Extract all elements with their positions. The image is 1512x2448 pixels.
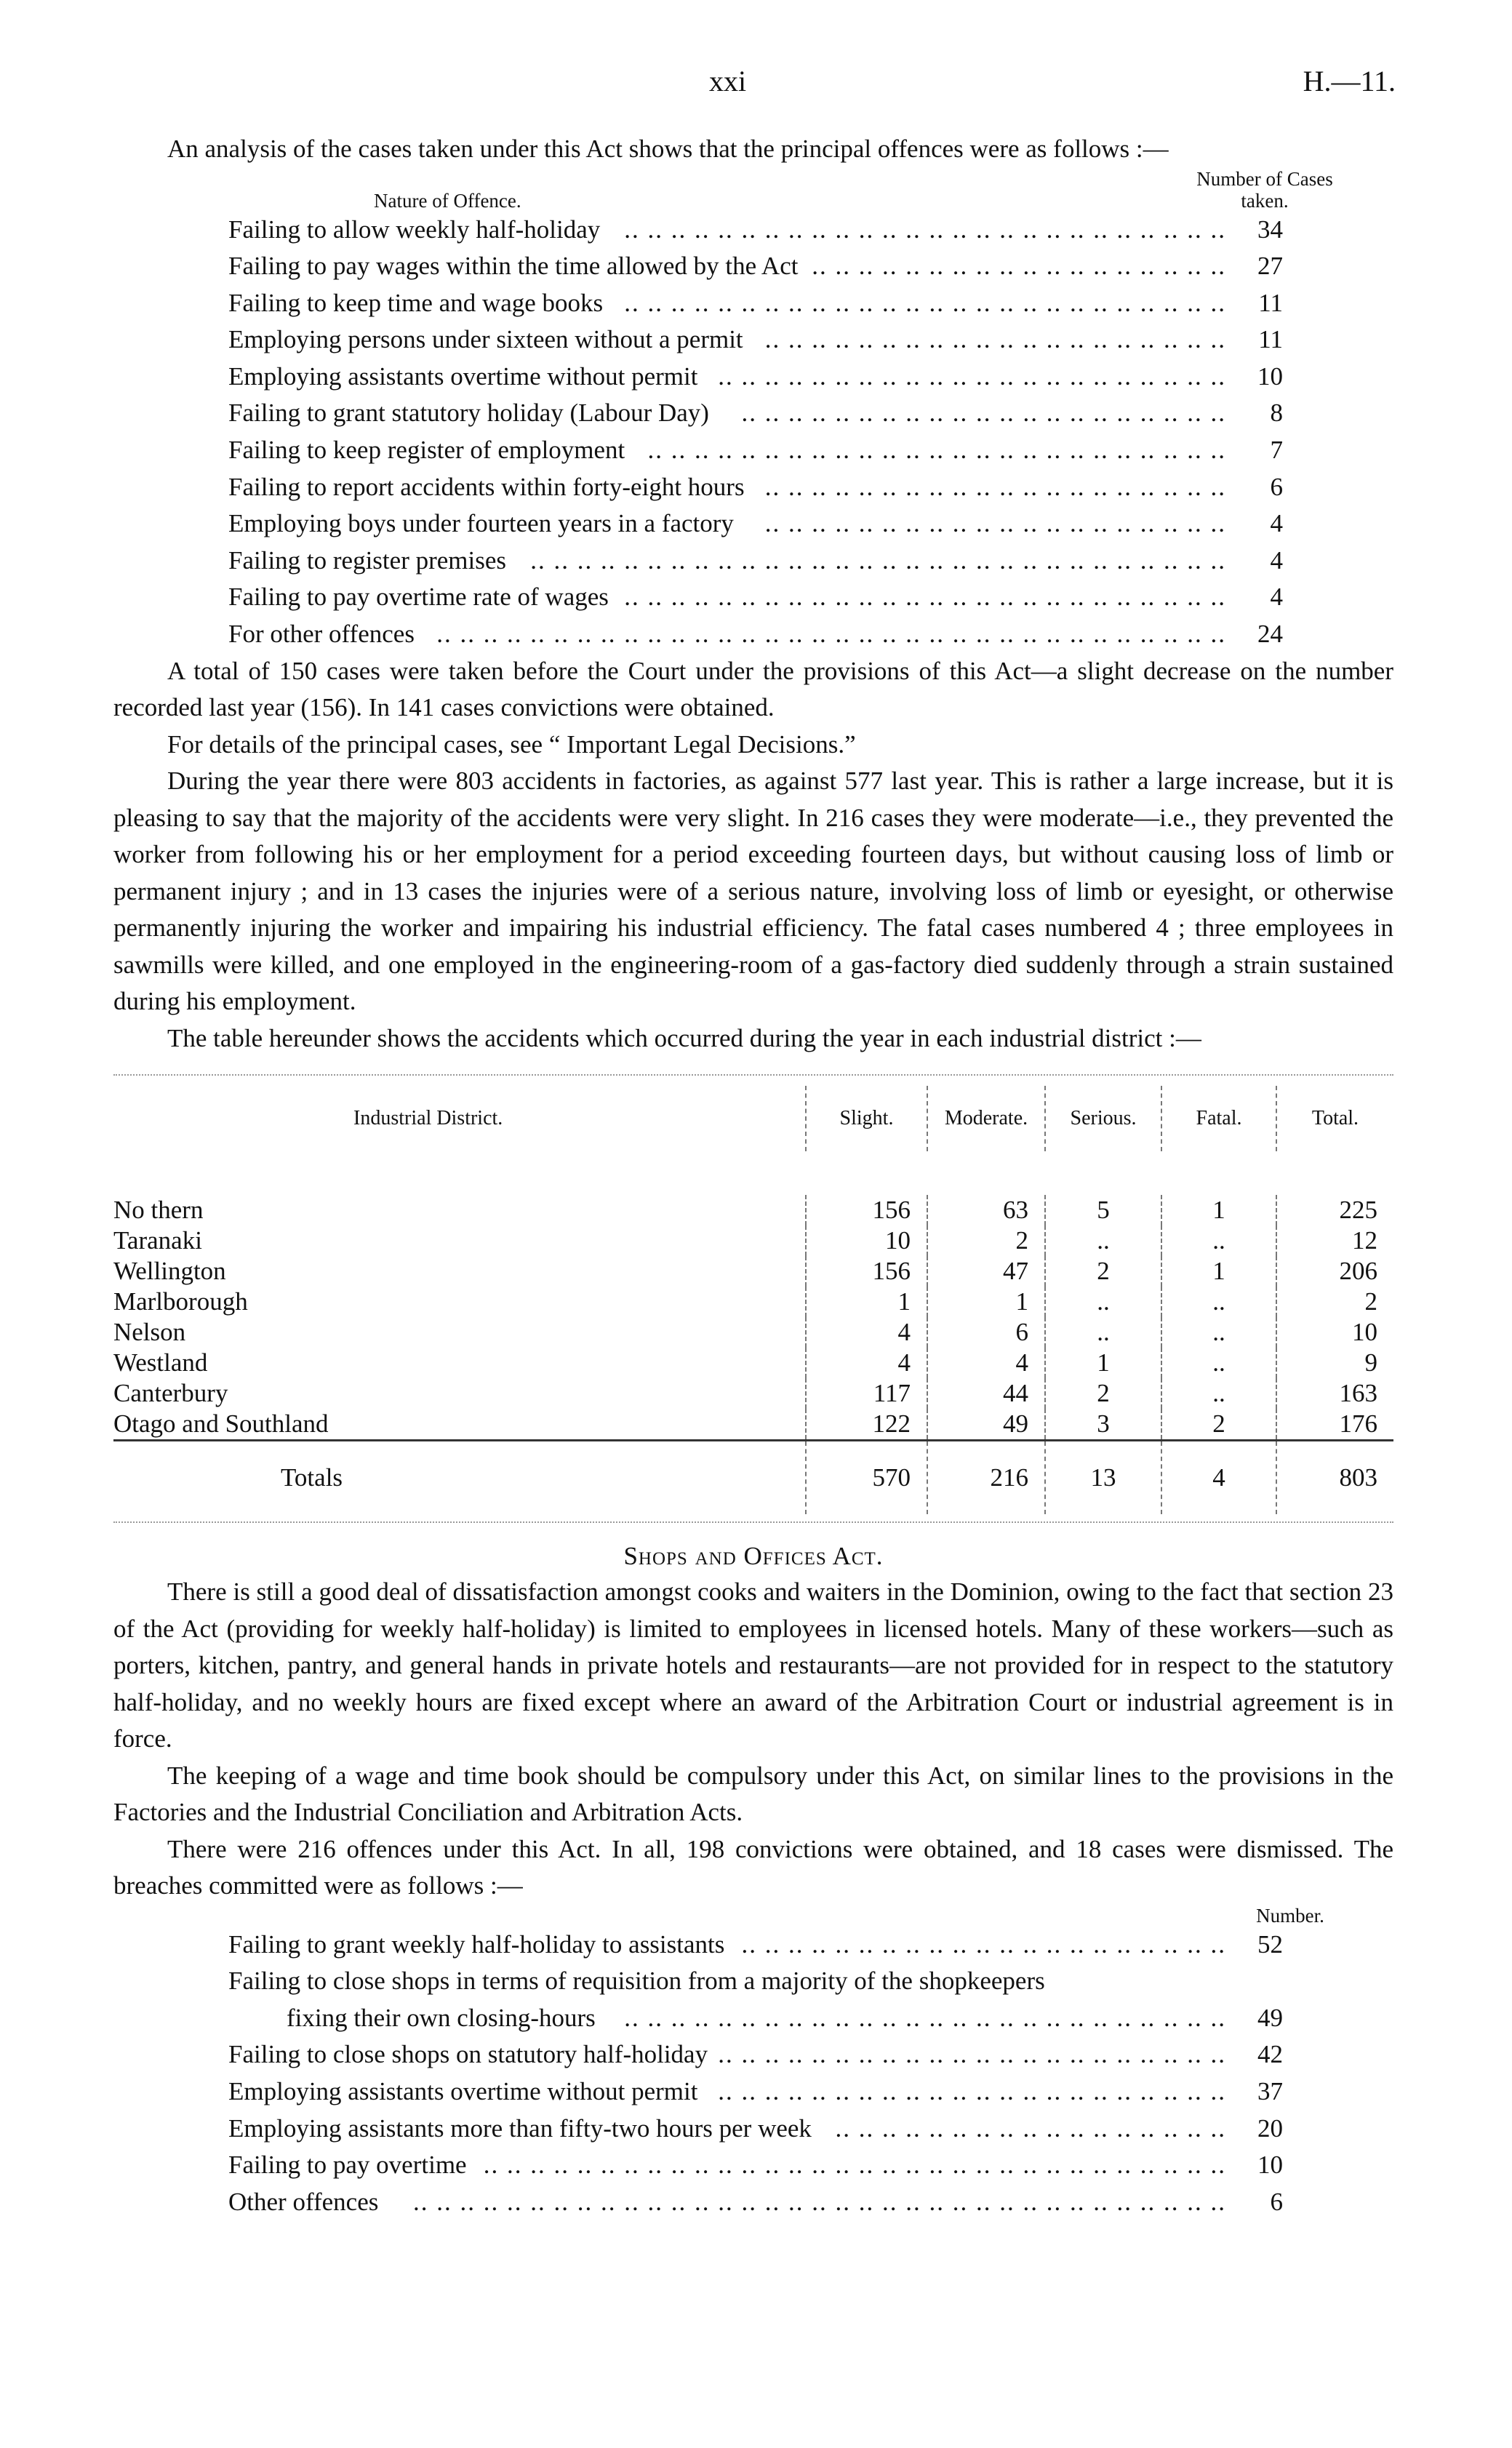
item-count: 4 (1270, 545, 1283, 575)
fatal-cell: 1 (1161, 1256, 1276, 1287)
fatal-cell: 1 (1161, 1195, 1276, 1225)
item-count: 20 (1257, 2113, 1283, 2143)
dot-leader: .. .. .. .. .. .. .. .. .. .. .. .. .. .. .. .. .. .. .. .. .. (741, 399, 1226, 428)
fatal-cell: 4 (1161, 1441, 1276, 1515)
item-label: For other offences (228, 620, 415, 649)
moderate-cell: 6 (927, 1317, 1045, 1348)
item-count: 6 (1270, 2187, 1283, 2216)
list-header (228, 168, 1334, 212)
table-bottom-rule (113, 1521, 1393, 1523)
paragraph: The keeping of a wage and time book should be compulsory under this Act, on similar lines to the provisions in the Factories and the Industrial Conciliation and Arbitration Acts. (113, 1761, 1393, 1827)
totals-row (113, 1441, 1393, 1515)
slight-cell: 122 (806, 1409, 927, 1441)
serious-cell: 5 (1045, 1195, 1161, 1225)
dot-leader: .. .. .. .. .. .. .. .. .. .. .. .. .. .. .. .. .. .. .. .. .. .. (718, 2077, 1226, 2105)
list-item (228, 543, 1283, 580)
moderate-cell: 1 (927, 1287, 1045, 1317)
slight-cell: 570 (806, 1441, 927, 1515)
item-label: Failing to report accidents within forty-eight hours (228, 472, 745, 501)
dot-leader: .. .. .. .. .. .. .. .. .. .. .. .. .. .. .. .. .. .. .. .. .. .. .. .. .. .. .. .. .. .. (530, 545, 1226, 575)
district-name: Taranaki (113, 1226, 202, 1255)
item-label: Failing to allow weekly half-holiday (228, 215, 601, 244)
district-name: Otago and Southland (113, 1409, 329, 1439)
slight-cell: 10 (806, 1225, 927, 1256)
list-item (228, 321, 1283, 359)
dot-leader: .. .. .. .. .. .. .. .. .. .. .. .. .. .. .. .. .. .. .. .. .. .. .. .. .. .. (624, 288, 1226, 317)
list-item (228, 469, 1283, 506)
table-row (113, 1378, 1393, 1409)
item-count: 49 (1257, 2003, 1283, 2032)
table-row (113, 1256, 1393, 1287)
district-cell (113, 1441, 806, 1515)
item-count: 34 (1257, 215, 1283, 244)
item-label: Failing to keep time and wage books (228, 288, 604, 317)
item-count: 27 (1257, 252, 1283, 281)
fatal-cell: 2 (1161, 1409, 1276, 1441)
col-nature-header: Nature of Offence. (374, 189, 521, 212)
moderate-cell: 4 (927, 1348, 1045, 1378)
item-count: 6 (1270, 472, 1283, 501)
serious-cell: .. (1045, 1225, 1161, 1256)
slight-cell: 4 (806, 1348, 927, 1378)
district-name: Marlborough (113, 1287, 248, 1316)
list-item (228, 2000, 1283, 2037)
paragraph: For details of the principal cases, see “ Important Legal Decisions.” (167, 729, 856, 759)
list-item (228, 1927, 1283, 1964)
dot-leader: .. .. .. .. .. .. .. .. .. .. .. .. .. .. .. .. .. .. .. .. (764, 509, 1226, 538)
list-item (228, 432, 1283, 469)
item-count: 4 (1270, 583, 1283, 612)
list-item (228, 2147, 1283, 2184)
list-item (228, 2184, 1283, 2221)
serious-cell: 13 (1045, 1441, 1161, 1515)
slight-cell: 156 (806, 1195, 927, 1225)
total-cell: 9 (1276, 1348, 1393, 1378)
dot-leader: .. .. .. .. .. .. .. .. .. .. .. .. .. .. .. .. .. .. .. .. .. .. .. .. .. (647, 436, 1226, 465)
item-count: 11 (1258, 288, 1283, 317)
header-district: Industrial District. (353, 1107, 503, 1130)
district-cell (113, 1317, 806, 1348)
item-count: 8 (1270, 399, 1283, 428)
fatal-cell: .. (1161, 1287, 1276, 1317)
slight-cell: 156 (806, 1256, 927, 1287)
header-fatal: Fatal. (1161, 1086, 1276, 1151)
district-cell (113, 1256, 806, 1287)
list-item (228, 212, 1283, 249)
item-label: fixing their own closing-hours (287, 2003, 596, 2032)
paragraph: There were 216 offences under this Act. In all, 198 convictions were obtained, and 18 cases were dismissed. The breaches committed were as follows :— (113, 1834, 1393, 1900)
item-label: Failing to pay overtime (228, 2151, 467, 2180)
list-item (228, 616, 1283, 653)
district-cell (113, 1409, 806, 1441)
moderate-cell: 63 (927, 1195, 1045, 1225)
item-label: Failing to pay wages within the time allowed by the Act (228, 252, 799, 281)
paragraph: There is still a good deal of dissatisfaction amongst cooks and waiters in the Dominion, owing to the fact that section 23 of the Act (providing for weekly half-holiday) is limited to employees in licensed hotels. Many of these workers—such as porters, kitchen, pantry, and general hands in private hotels and restaurants—are not provided for in respect to the statutory half-holiday, and no weekly hours are fixed except where an award of the Arbitration Court or industrial agreement is in force. (113, 1577, 1393, 1753)
total-cell: 10 (1276, 1317, 1393, 1348)
item-count: 4 (1270, 509, 1283, 538)
serious-cell: .. (1045, 1317, 1161, 1348)
item-label: Failing to grant statutory holiday (Labour Day) (228, 399, 709, 428)
totals-label: Totals (281, 1463, 343, 1492)
district-cell (113, 1195, 806, 1225)
table-row (113, 1348, 1393, 1378)
list-item (228, 2073, 1283, 2111)
dot-leader: .. .. .. .. .. .. .. .. .. .. .. .. .. .. .. .. .. .. .. .. .. .. .. .. .. .. .. .. .. .. .. .. (483, 2151, 1226, 2180)
moderate-cell: 216 (927, 1441, 1045, 1515)
dot-leader: .. .. .. .. .. .. .. .. .. .. .. .. .. .. .. .. .. .. .. .. .. .. .. .. .. .. .. .. .. .. .. .. .. .. .. (413, 2187, 1226, 2216)
table-row (113, 1409, 1393, 1441)
dot-leader: .. .. .. .. .. .. .. .. .. .. .. .. .. .. .. .. .. .. .. .. .. .. .. .. .. .. (624, 583, 1226, 612)
serious-cell: .. (1045, 1287, 1161, 1317)
moderate-cell: 47 (927, 1256, 1045, 1287)
item-label: Failing to close shops in terms of requisition from a majority of the shopkeepers (228, 1967, 1045, 1996)
header-serious: Serious. (1045, 1086, 1161, 1151)
list-item (228, 579, 1283, 616)
table-row (113, 1225, 1393, 1256)
table-row (113, 1287, 1393, 1317)
serious-cell: 2 (1045, 1378, 1161, 1409)
district-cell (113, 1225, 806, 1256)
dot-leader: .. .. .. .. .. .. .. .. .. .. .. .. .. .. .. .. .. .. .. .. .. (741, 1929, 1226, 1959)
list-item (228, 395, 1283, 432)
total-cell: 2 (1276, 1287, 1393, 1317)
dot-leader: .. .. .. .. .. .. .. .. .. .. .. .. .. .. .. .. .. .. .. .. .. .. (718, 2040, 1226, 2069)
item-label: Employing boys under fourteen years in a factory (228, 509, 734, 538)
page-number: xxi (709, 65, 747, 97)
item-count: 37 (1257, 2077, 1283, 2105)
paragraph: A total of 150 cases were taken before the Court under the provisions of this Act—a slight decrease on the number recorded last year (156). In 141 cases convictions were obtained. (113, 656, 1393, 722)
item-count: 10 (1257, 2151, 1283, 2180)
item-label: Other offences (228, 2187, 379, 2216)
dot-leader: .. .. .. .. .. .. .. .. .. .. .. .. .. .. .. .. .. .. .. .. (764, 325, 1226, 354)
dot-leader: .. .. .. .. .. .. .. .. .. .. .. .. .. .. .. .. .. .. .. .. .. .. (718, 361, 1226, 391)
list-item (228, 248, 1283, 285)
page-body (113, 131, 1393, 2220)
item-label: Employing persons under sixteen without a permit (228, 325, 743, 354)
district-cell (113, 1287, 806, 1317)
accidents-table (113, 1086, 1393, 1514)
serious-cell: 1 (1045, 1348, 1161, 1378)
col-number-header: Number. (1256, 1904, 1324, 1927)
item-count: 11 (1258, 325, 1283, 354)
district-name: No thern (113, 1196, 204, 1225)
district-cell (113, 1348, 806, 1378)
total-cell: 803 (1276, 1441, 1393, 1515)
list-item (228, 2036, 1283, 2073)
item-label: Failing to grant weekly half-holiday to assistants (228, 1929, 725, 1959)
dot-leader: .. .. .. .. .. .. .. .. .. .. .. .. .. .. .. .. .. .. (812, 252, 1226, 281)
header-total: Total. (1276, 1086, 1393, 1151)
slight-cell: 1 (806, 1287, 927, 1317)
offences-list (228, 212, 1283, 653)
dot-leader: .. .. .. .. .. .. .. .. .. .. .. .. .. .. .. .. .. .. .. .. (764, 472, 1226, 501)
paragraph: During the year there were 803 accidents in factories, as against 577 last year. This is rather a large increase, but it is pleasing to say that the majority of the accidents were very slight. In 216 cases they were moderate—i.e., they prevented the worker from following his or her employment for a period exceeding fourteen days, but without causing loss of limb or permanent injury ; and in 13 cases the injuries were of a serious nature, involving loss of limb or eyesight, or otherwise permanently injuring the worker and impairing his industrial efficiency. The fatal cases numbered 4 ; three employees in sawmills were killed, and one employed in the engineering-room of a gas-factory died suddenly through a strain sustained during his employment. (113, 767, 1393, 1016)
paragraph: The table hereunder shows the accidents which occurred during the year in each industrial district :— (167, 1023, 1201, 1052)
dot-leader: .. .. .. .. .. .. .. .. .. .. .. .. .. .. .. .. .. (835, 2113, 1226, 2143)
item-label: Failing to register premises (228, 545, 507, 575)
fatal-cell: .. (1161, 1225, 1276, 1256)
intro-paragraph: An analysis of the cases taken under this Act shows that the principal offences were as follows :— (167, 135, 1169, 163)
item-label: Employing assistants overtime without permit (228, 361, 698, 391)
item-count: 7 (1270, 436, 1283, 465)
moderate-cell: 44 (927, 1378, 1045, 1409)
fatal-cell: .. (1161, 1348, 1276, 1378)
table-top-rule (113, 1074, 1393, 1076)
item-count: 24 (1257, 620, 1283, 649)
item-label: Failing to keep register of employment (228, 436, 625, 465)
moderate-cell: 49 (927, 1409, 1045, 1441)
document-reference: H.—11. (1303, 65, 1396, 97)
item-count: 42 (1257, 2040, 1283, 2069)
list-item (228, 359, 1283, 396)
total-cell: 225 (1276, 1195, 1393, 1225)
district-cell (113, 1378, 806, 1409)
col-number-header: Number of Cases taken. (1196, 167, 1333, 212)
section-title: Shops and Offices Act. (623, 1542, 884, 1571)
list-item (228, 285, 1283, 322)
district-name: Canterbury (113, 1379, 228, 1408)
serious-cell: 2 (1045, 1256, 1161, 1287)
serious-cell: 3 (1045, 1409, 1161, 1441)
breaches-list (228, 1927, 1283, 2221)
district-name: Westland (113, 1348, 208, 1377)
district-name: Nelson (113, 1318, 186, 1347)
header-slight: Slight. (806, 1086, 927, 1151)
list-header (228, 1905, 1334, 1927)
header-moderate: Moderate. (927, 1086, 1045, 1151)
total-cell: 206 (1276, 1256, 1393, 1287)
item-label: Employing assistants more than fifty-two hours per week (228, 2113, 812, 2143)
slight-cell: 117 (806, 1378, 927, 1409)
dot-leader: .. .. .. .. .. .. .. .. .. .. .. .. .. .. .. .. .. .. .. .. .. .. .. .. .. .. (624, 2003, 1226, 2032)
fatal-cell: .. (1161, 1317, 1276, 1348)
district-name: Wellington (113, 1257, 226, 1286)
list-item (228, 2111, 1283, 2148)
total-cell: 163 (1276, 1378, 1393, 1409)
item-label: Employing assistants overtime without permit (228, 2077, 698, 2105)
table-row (113, 1195, 1393, 1225)
list-item (228, 505, 1283, 543)
fatal-cell: .. (1161, 1378, 1276, 1409)
moderate-cell: 2 (927, 1225, 1045, 1256)
table-row (113, 1317, 1393, 1348)
dot-leader: .. .. .. .. .. .. .. .. .. .. .. .. .. .. .. .. .. .. .. .. .. .. .. .. .. .. .. .. .. .. .. .. .. .. (436, 620, 1226, 649)
item-count: 10 (1257, 361, 1283, 391)
item-count: 52 (1257, 1929, 1283, 1959)
table-header-row (113, 1086, 1393, 1151)
item-label: Failing to close shops on statutory half-holiday (228, 2040, 708, 2069)
total-cell: 176 (1276, 1409, 1393, 1441)
dot-leader: .. .. .. .. .. .. .. .. .. .. .. .. .. .. .. .. .. .. .. .. .. .. .. .. .. .. (624, 215, 1226, 244)
list-item (228, 1963, 1283, 2000)
slight-cell: 4 (806, 1317, 927, 1348)
total-cell: 12 (1276, 1225, 1393, 1256)
item-label: Failing to pay overtime rate of wages (228, 583, 609, 612)
